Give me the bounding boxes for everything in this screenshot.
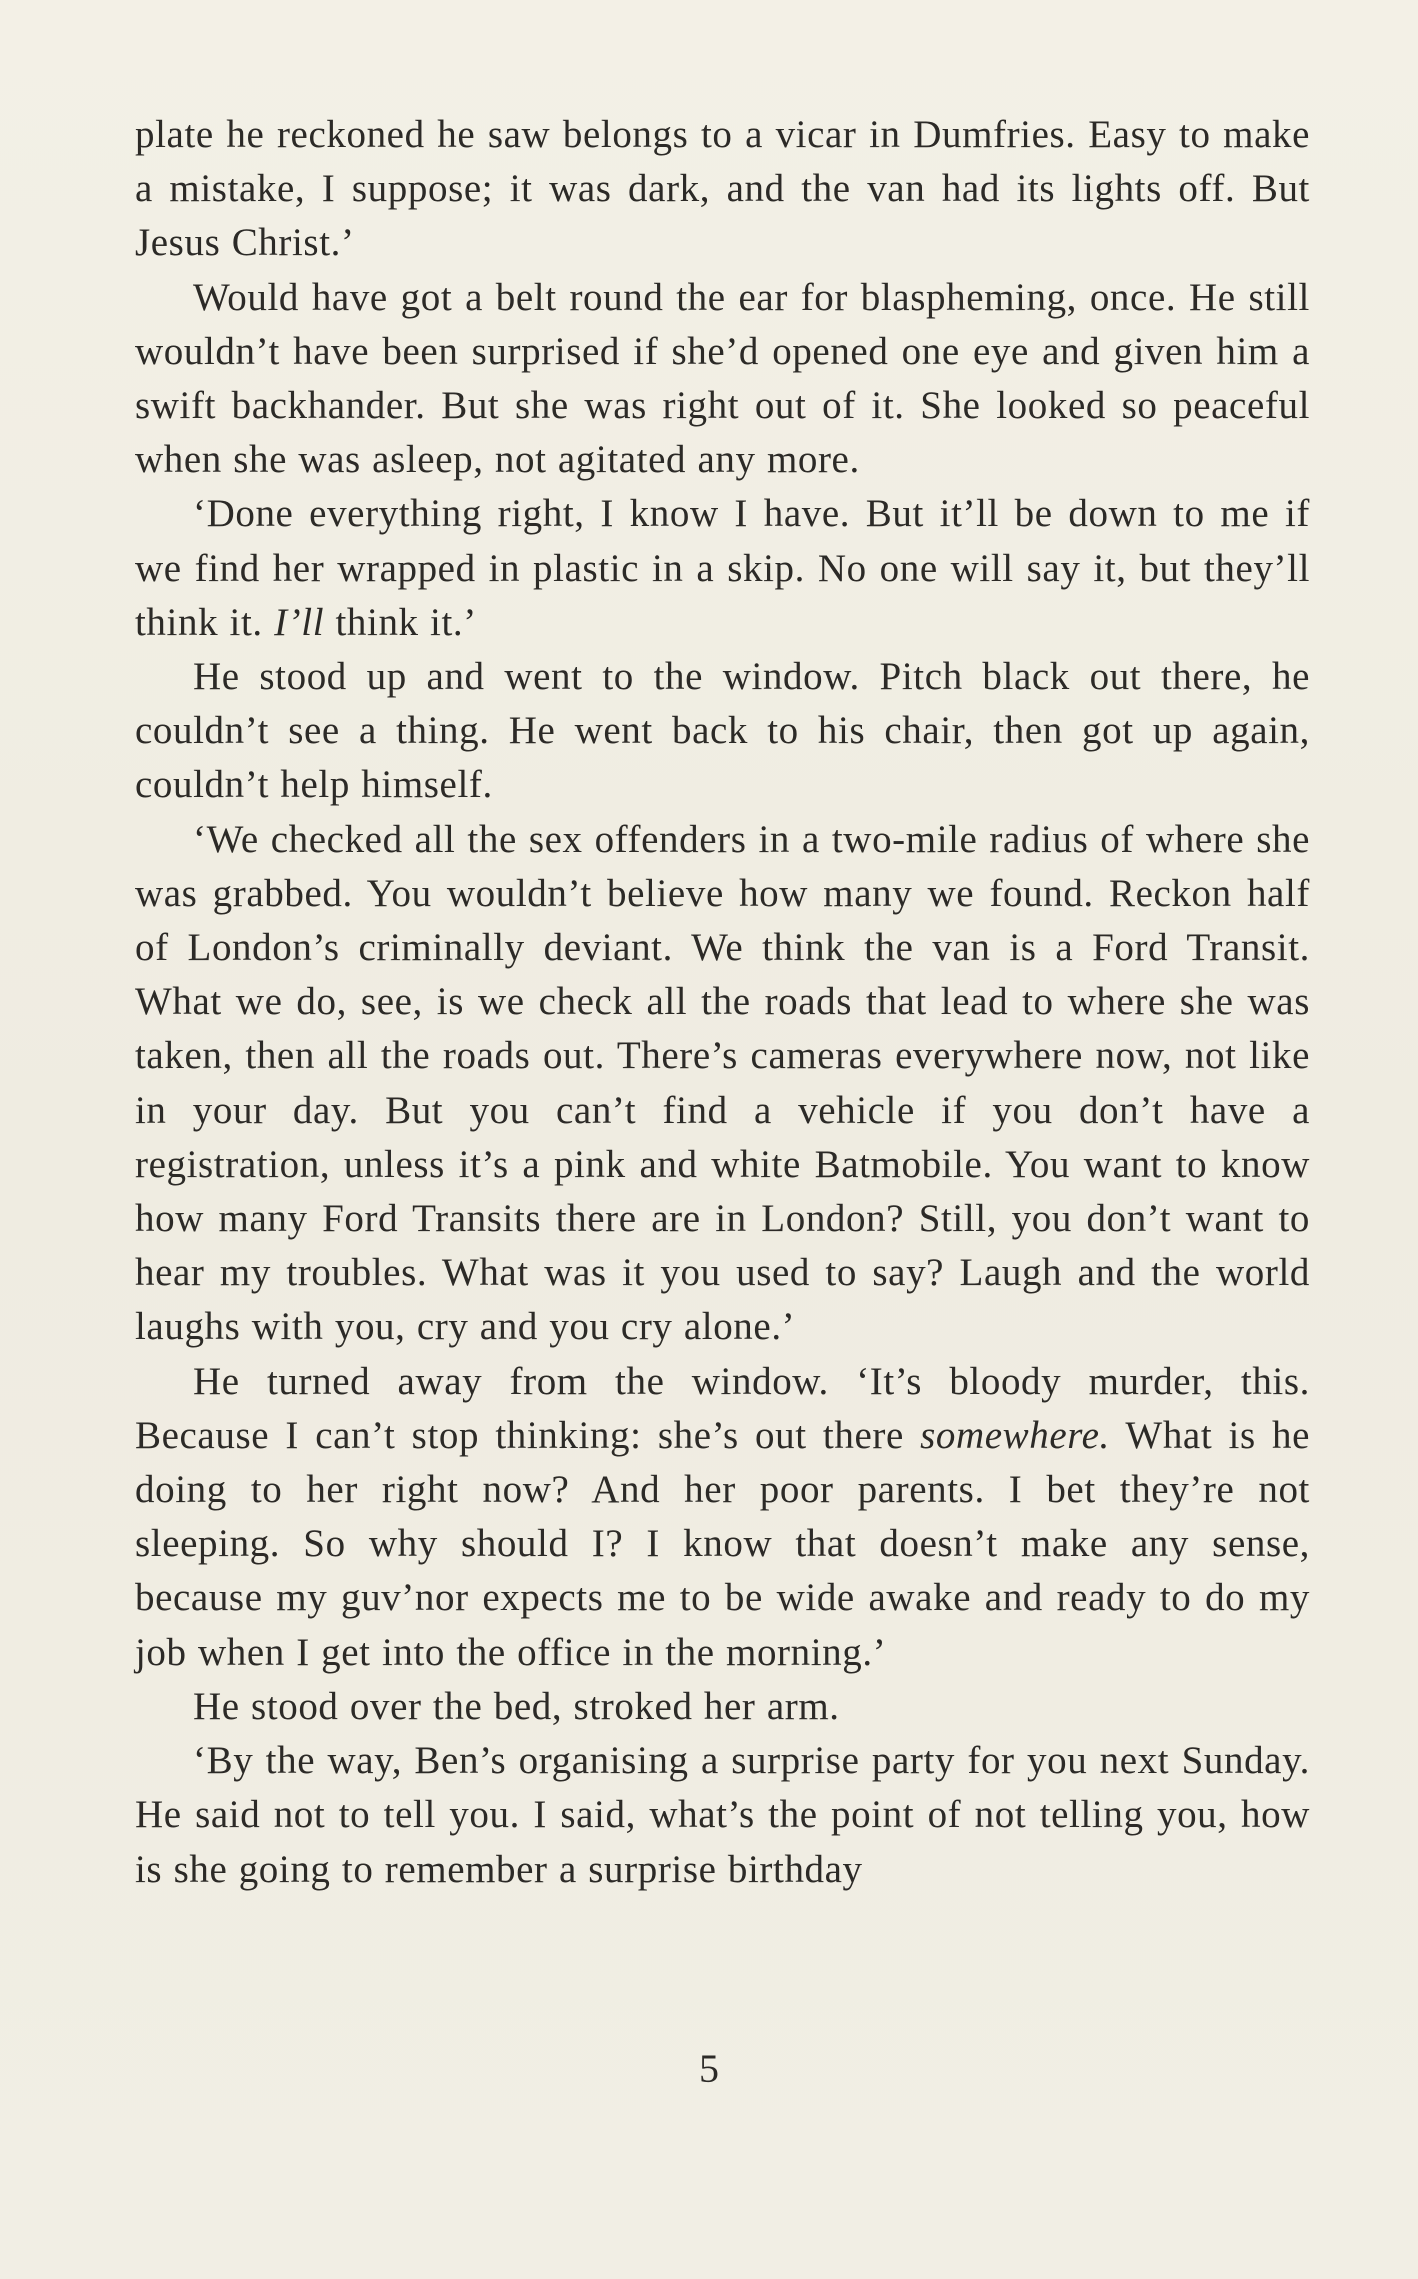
- paragraph: [135, 1680, 1310, 1734]
- text-run: He stood up and went to the window. Pitch black out there, he couldn’t see a thing. He went back to his chair, then got up again, couldn’t help himself.: [135, 655, 1310, 807]
- text-run: What is he doing to her right now? And her poor parents. I bet they’re not sleeping. So why should I? I know that doesn’t make any sense, because my guv’nor expects me to be wide awake and ready to do my job when I get into the office in the morning.’: [135, 1413, 1310, 1674]
- text-run: ‘By the way, Ben’s organising a surprise party for you next Sunday. He said not to tell you. I said, what’s the point of not telling you, how is she going to remember a surprise birthday: [135, 1739, 1310, 1891]
- paragraph: [135, 1734, 1310, 1897]
- paragraph: [135, 108, 1310, 271]
- paragraph: [135, 1355, 1310, 1680]
- text-run: He stood over the bed, stroked her arm.: [193, 1684, 840, 1728]
- text-run: ‘We checked all the sex offenders in a two-mile radius of where she was grabbed. You wouldn’t believe how many we found. Reckon half of London’s criminally deviant. We think the van is a Ford Transit. What we do, see, is we check all the roads that lead to where she was taken, then all the roads out. There’s cameras everywhere now, not like in your day. But you can’t find a vehicle if you don’t have a registration, unless it’s a pink and white Batmobile. You want to know how many Ford Transits there are in London? Still, you don’t want to hear my troubles. What was it you used to say? Laugh and the world laughs with you, cry and you cry alone.’: [135, 817, 1310, 1349]
- body-text: [135, 108, 1310, 1897]
- text-run: think it.’: [324, 600, 477, 644]
- paragraph: [135, 813, 1310, 1355]
- page-number: 5: [699, 2046, 719, 2091]
- paragraph: [135, 487, 1310, 650]
- italic-text: somewhere.: [920, 1413, 1110, 1457]
- text-run: plate he reckoned he saw belongs to a vicar in Dumfries. Easy to make a mistake, I suppose; it was dark, and the van had its lights off. But Jesus Christ.’: [135, 113, 1310, 265]
- text-run: Would have got a belt round the ear for blaspheming, once. He still wouldn’t have been surprised if she’d opened one eye and given him a swift backhander. But she was right out of it. She looked so peaceful when she was asleep, not agitated any more.: [135, 275, 1310, 482]
- paragraph: [135, 650, 1310, 813]
- text-run: ‘Done everything right, I know I have. But it’ll be down to me if we find her wrapped in plastic in a skip. No one will say it, but they’ll think it.: [135, 492, 1310, 644]
- paragraph: [135, 271, 1310, 488]
- italic-text: I’ll: [274, 600, 325, 644]
- text-run: He turned away from the window. ‘It’s bloody murder, this. Because I can’t stop thinking: she’s out there: [135, 1359, 1310, 1457]
